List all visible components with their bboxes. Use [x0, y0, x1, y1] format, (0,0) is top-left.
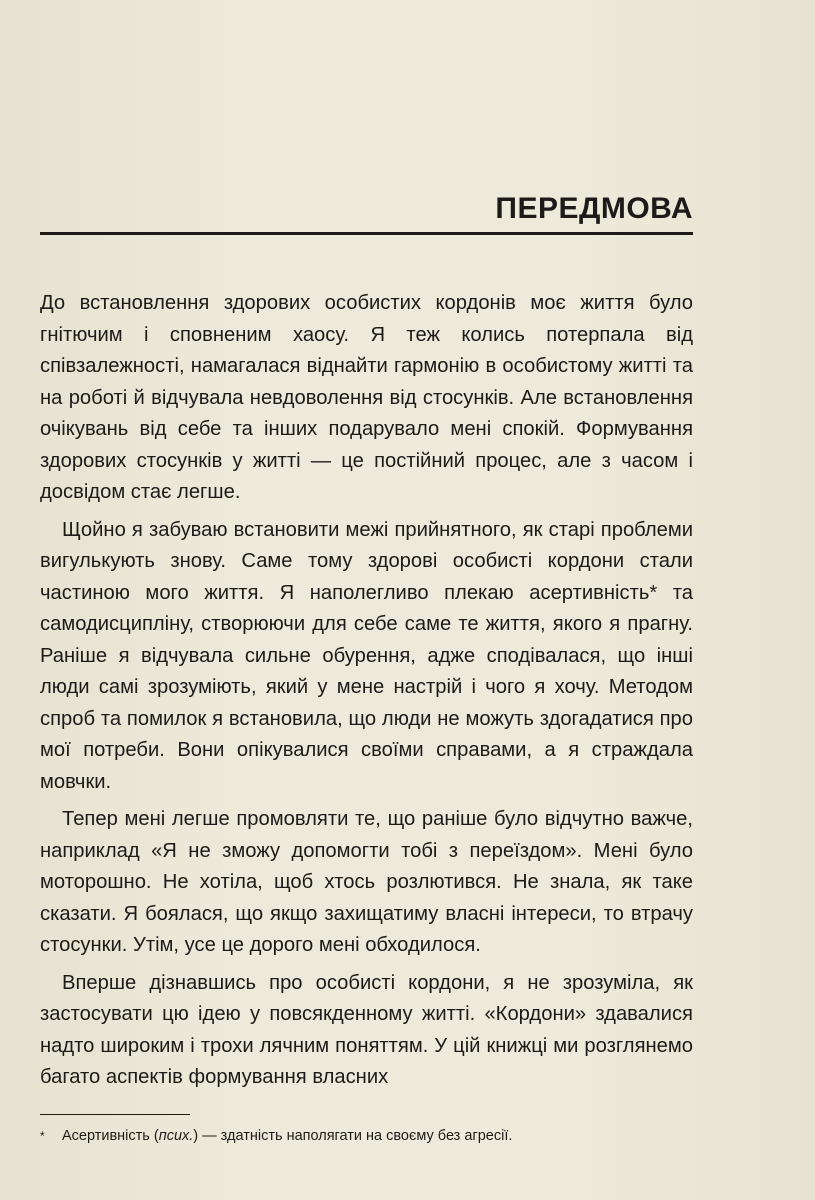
footnote-term: Асертивність — [62, 1128, 150, 1144]
footnote-definition: — здатність наполягати на своєму без агресії. — [202, 1128, 513, 1144]
chapter-heading-block — [40, 190, 693, 235]
paragraph-1: До встановлення здорових особистих кордонів моє життя було гнітючим і сповненим хаосу. Я теж колись потерпала від співзалежності, намагалася віднайти гармонію в особистому житті та на роботі й відчувала невдоволення від стосунків. Але встановлення очікувань від себе та інших подарувало мені спокій. Формування здорових стосунків у житті — це постійний процес, але з часом і досвідом стає легше. — [40, 292, 693, 503]
footnote-abbr: псих. — [158, 1128, 194, 1144]
body-text — [40, 288, 693, 1094]
footnote-rule — [40, 1114, 190, 1115]
footnote-marker: * — [40, 1129, 45, 1143]
heading-rule — [40, 232, 693, 235]
paragraph-2: Щойно я забуваю встановити межі прийнятного, як старі проблеми вигулькують знову. Саме тому здорові особисті кордони стали частиною мого життя. Я наполегливо плекаю асертивність* та самодисципліну, створюючи для себе саме те життя, якого я прагну. Раніше я відчувала сильне обурення, адже сподівалася, що інші люди самі зрозуміють, який у мене настрій і чого я хочу. Методом спроб та помилок я встановила, що люди не можуть здогадатися про мої потреби. Вони опікувалися своїми справами, а я страждала мовчки. — [40, 518, 693, 793]
footnote: * Асертивність (псих.) — здатність наполягати на своєму без агресії. — [40, 1128, 513, 1144]
paragraph-3: Тепер мені легше промовляти те, що раніше було відчутно важче, наприклад «Я не зможу допомогти тобі з переїздом». Мені було моторошно. Не хотіла, щоб хтось розлютився. Не знала, як таке сказати. Я боялася, що якщо захищатиму власні інтереси, то втрачу стосунки. Утім, усе це дорого мені обходилося. — [40, 808, 693, 956]
chapter-heading: ПЕРЕДМОВА — [495, 192, 693, 225]
paragraph-4: Вперше дізнавшись про особисті кордони, я не зрозуміла, як застосувати цю ідею у повсякденному житті. «Кордони» здавалися надто широким і трохи лячним поняттям. У цій книжці ми розглянемо багато аспектів формування власних — [40, 971, 693, 1088]
